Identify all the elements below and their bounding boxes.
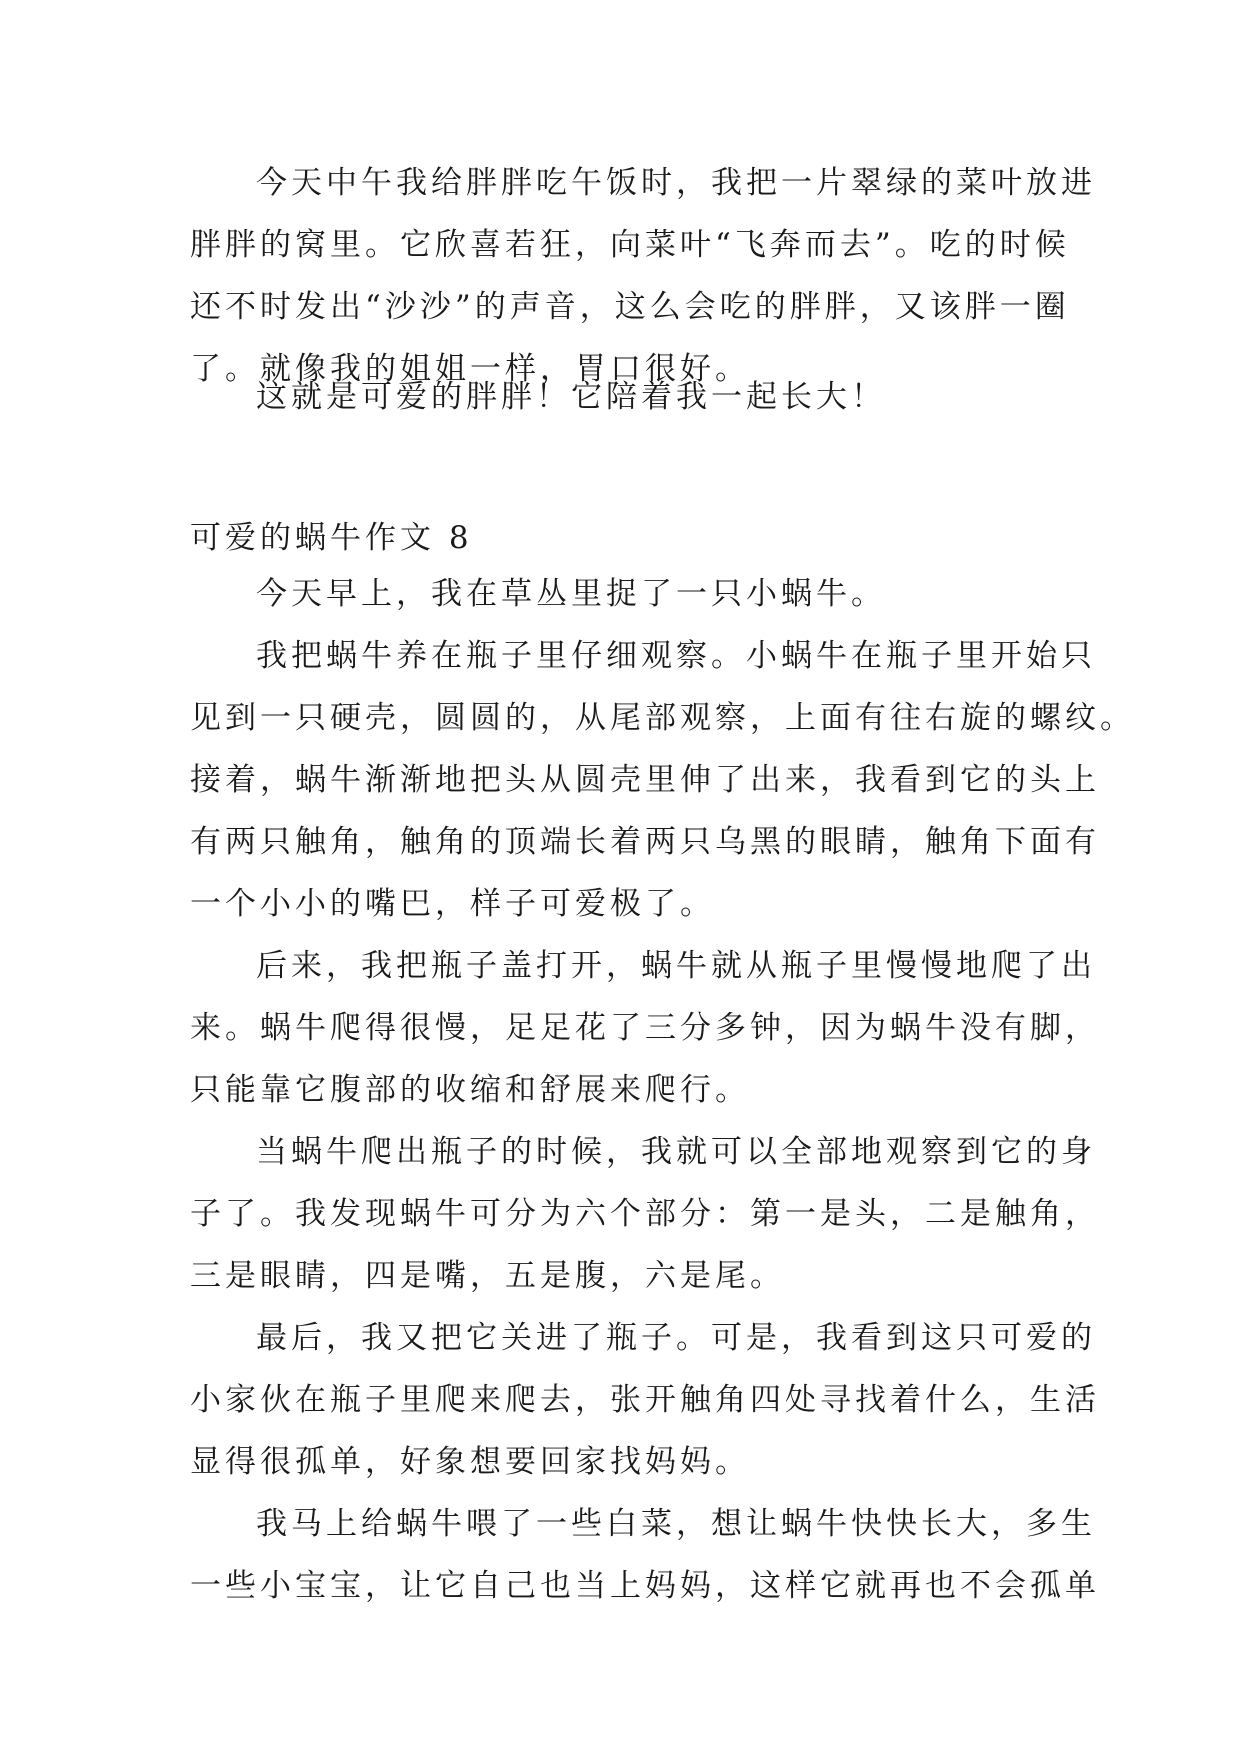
text-line: 了。就像我的姐姐一样，胃口很好。 (190, 351, 750, 387)
text-line: 最后，我又把它关进了瓶子。可是，我看到这只可爱的 (256, 1320, 1096, 1356)
paragraph-intro-2 (190, 366, 1050, 428)
text-line: 子了。我发现蜗牛可分为六个部分：第一是头，二是触角， (190, 1196, 1100, 1232)
text-line: 胖胖的窝里。它欣喜若狂，向菜叶“飞奔而去”。吃的时候 (190, 227, 1070, 263)
text-line: 只能靠它腹部的收缩和舒展来爬行。 (190, 1072, 750, 1108)
text-line: 今天早上，我在草丛里捉了一只小蜗牛。 (256, 576, 886, 612)
text-line: 接着，蜗牛渐渐地把头从圆壳里伸了出来，我看到它的头上 (190, 762, 1100, 798)
paragraph-intro-1 (190, 152, 1096, 400)
text-line: 我马上给蜗牛喂了一些白菜，想让蜗牛快快长大，多生 (256, 1506, 1096, 1542)
text-line: 一个小小的嘴巴，样子可爱极了。 (190, 886, 715, 922)
text-line: 我把蜗牛养在瓶子里仔细观察。小蜗牛在瓶子里开始只 (256, 638, 1096, 674)
article-title: 可爱的蜗牛作文 8 (190, 520, 473, 556)
text-line: 显得很孤单，好象想要回家找妈妈。 (190, 1444, 750, 1480)
text-line: 见到一只硬壳，圆圆的，从尾部观察，上面有往右旋的螺纹。 (190, 700, 1135, 736)
text-line: 当蜗牛爬出瓶子的时候，我就可以全部地观察到它的身 (256, 1134, 1096, 1170)
text-line: 来。蜗牛爬得很慢，足足花了三分多钟，因为蜗牛没有脚， (190, 1010, 1100, 1046)
text-line: 今天中午我给胖胖吃午饭时，我把一片翠绿的菜叶放进 (256, 165, 1096, 201)
article-body (190, 563, 1135, 1617)
text-line: 小家伙在瓶子里爬来爬去，张开触角四处寻找着什么，生活 (190, 1382, 1100, 1418)
text-line: 有两只触角，触角的顶端长着两只乌黑的眼睛，触角下面有 (190, 824, 1100, 860)
text-line: 还不时发出“沙沙”的声音，这么会吃的胖胖，又该胖一圈 (190, 289, 1070, 325)
text-line: 这就是可爱的胖胖！它陪着我一起长大！ (256, 379, 886, 415)
text-line: 后来，我把瓶子盖打开，蜗牛就从瓶子里慢慢地爬了出 (256, 948, 1096, 984)
text-line: 一些小宝宝，让它自己也当上妈妈，这样它就再也不会孤单 (190, 1568, 1100, 1604)
text-line: 三是眼睛，四是嘴，五是腹，六是尾。 (190, 1258, 785, 1294)
